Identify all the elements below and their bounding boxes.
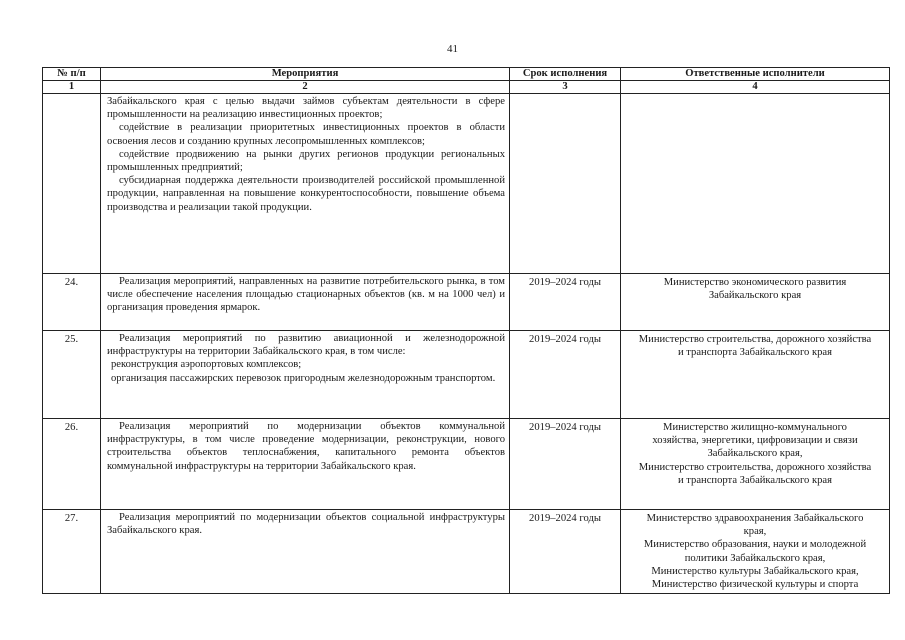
column-number-row	[43, 81, 890, 94]
executor-line: и транспорта Забайкальского края	[677, 474, 832, 486]
executor-line: Министерство образования, науки и молодежной	[643, 539, 867, 551]
executor-line: Министерство строительства, дорожного хозяйства	[638, 334, 872, 345]
executor-line: Министерство здравоохранения Забайкальского	[646, 513, 864, 524]
row-measures	[101, 94, 510, 274]
executor-line: Министерство экономического развития	[663, 277, 847, 288]
header-measures: Мероприятия	[101, 68, 510, 81]
row-number: 26.	[43, 419, 101, 510]
executor-line: Министерство физической культуры и спорта	[651, 579, 859, 591]
executor-line: Министерство строительства, дорожного хозяйства	[638, 461, 872, 473]
row-executors	[621, 274, 890, 331]
row-term: 2019–2024 годы	[510, 419, 621, 510]
column-number: 3	[510, 81, 621, 94]
executor-line: Забайкальского края,	[707, 448, 803, 460]
measure-text: содействие продвижению на рынки других регионов продукции региональных промышленных предприятий;	[107, 148, 505, 174]
measure-text: содействие в реализации приоритетных инвестиционных проектов в области освоения лесов и созданию крупных лесопромышленных комплексов;	[107, 122, 505, 147]
executor-line: Министерство жилищно-коммунального	[663, 422, 847, 433]
table-row	[43, 331, 890, 419]
row-measures	[101, 331, 510, 419]
measure-text: Реализация мероприятий по развитию авиационной и железнодорожной инфраструктуры на территории Забайкальского края, в том числе:	[107, 333, 505, 358]
row-number: 24.	[43, 274, 101, 331]
measure-text: субсидиарная поддержка деятельности производителей российской промышленной продукции, направленная на повышение конкурентоспособности, повышение объема производства и реализации такой продукции.	[107, 175, 505, 213]
executor-line: политики Забайкальского края,	[684, 552, 826, 564]
column-number: 1	[43, 81, 101, 94]
measure-text: Реализация мероприятий, направленных на развитие потребительского рынка, в том числе обеспечение населения площадью стационарных объектов (кв. м на 1000 чел) и организация проведения ярмарок.	[107, 276, 505, 314]
row-number	[43, 94, 101, 274]
row-executors	[621, 94, 890, 274]
measure-text: Реализация мероприятий по модернизации объектов коммунальной инфраструктуры, в том числе проведение модернизации, реконструкции, нового строительства объектов теплоснабжения, капитального ремонта объектов коммунальной инфраструктуры на территории Забайкальского края.	[107, 421, 505, 472]
measure-text: организация пассажирских перевозок пригородным железнодорожным транспортом.	[111, 372, 496, 384]
row-measures	[101, 274, 510, 331]
table-header-row	[43, 68, 890, 81]
row-term: 2019–2024 годы	[510, 274, 621, 331]
row-term	[510, 94, 621, 274]
measures-table	[42, 67, 890, 594]
measure-text: Реализация мероприятий по модернизации объектов социальной инфраструктуры Забайкальского края.	[107, 512, 505, 537]
measure-text: реконструкция аэропортовых комплексов;	[111, 359, 302, 371]
executor-line: и транспорта Забайкальского края	[677, 347, 832, 359]
row-executors	[621, 419, 890, 510]
executor-line: Забайкальского края	[708, 290, 802, 302]
header-executors: Ответственные исполнители	[621, 68, 890, 81]
column-number: 2	[101, 81, 510, 94]
row-measures	[101, 510, 510, 594]
executor-line: края,	[743, 526, 767, 538]
row-measures	[101, 419, 510, 510]
row-number: 27.	[43, 510, 101, 594]
row-number: 25.	[43, 331, 101, 419]
page-number: 41	[447, 43, 458, 55]
row-term: 2019–2024 годы	[510, 510, 621, 594]
table-row	[43, 510, 890, 594]
row-term: 2019–2024 годы	[510, 331, 621, 419]
column-number: 4	[621, 81, 890, 94]
header-number: № п/п	[43, 68, 101, 81]
table-row	[43, 419, 890, 510]
table-row	[43, 94, 890, 274]
executor-line: хозяйства, энергетики, цифровизации и связи	[652, 435, 858, 447]
row-executors	[621, 331, 890, 419]
header-term: Срок исполнения	[510, 68, 621, 81]
executor-line: Министерство культуры Забайкальского края,	[651, 565, 859, 577]
table-row	[43, 274, 890, 331]
row-executors	[621, 510, 890, 594]
measure-text: Забайкальского края с целью выдачи займов субъектам деятельности в сфере промышленности на реализацию инвестиционных проектов;	[107, 96, 505, 121]
